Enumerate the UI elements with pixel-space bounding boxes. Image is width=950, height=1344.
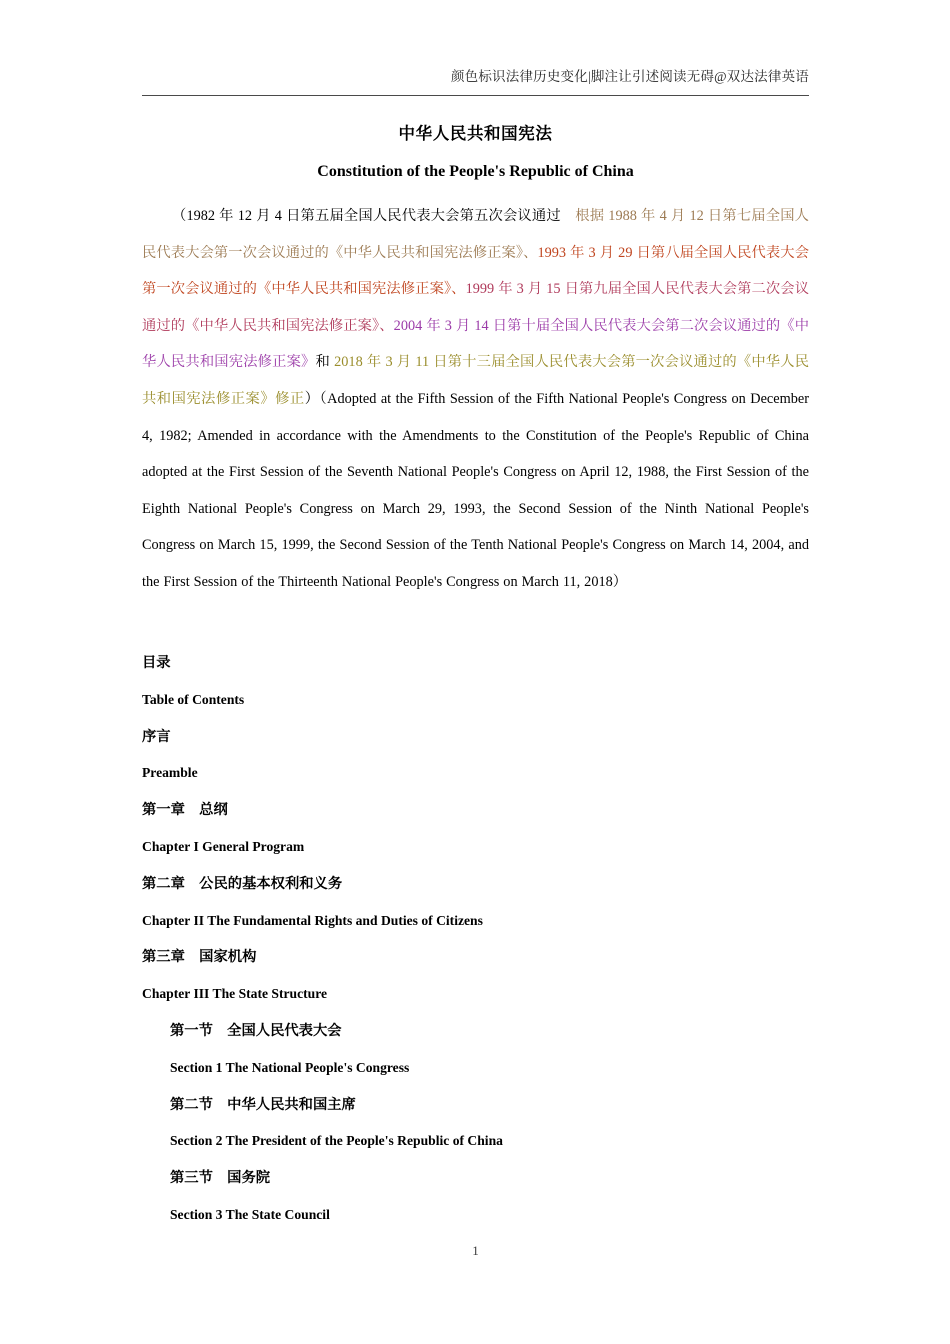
- toc-section-2-en[interactable]: Section 2 The President of the People's Republic of China: [170, 1133, 503, 1149]
- toc-section-1-en[interactable]: Section 1 The National People's Congress: [170, 1059, 410, 1075]
- preamble-segment-amendment-1993: 1993 年 3 月 29 日第八届全国人民代表大会第一次会议通过的《中华人民共和国宪法修正案》、: [142, 244, 809, 298]
- preamble-segment-amendment-2004: 2004 年 3 月 14 日第十届全国人民代表大会第二次会议通过的《中华人民共和国宪法修正案》: [142, 317, 809, 371]
- toc-chapter-3-en[interactable]: Chapter III The State Structure: [142, 986, 328, 1002]
- toc-section-3-en[interactable]: Section 3 The State Council: [170, 1206, 330, 1222]
- toc-section-3-cn[interactable]: 第三节 国务院: [170, 1170, 271, 1187]
- page-header: [142, 68, 809, 96]
- toc-chapter-1-en[interactable]: Chapter I General Program: [142, 838, 305, 854]
- toc-heading-cn[interactable]: 目录: [142, 655, 171, 671]
- toc-section-2-cn[interactable]: 第二节 中华人民共和国主席: [170, 1096, 356, 1113]
- page-number: 1: [472, 1243, 479, 1258]
- preamble-segment-amendment-2018: 2018 年 3 月 11 日第十三届全国人民代表大会第一次会议通过的《中华人民共和国宪法修正案》修正: [142, 354, 809, 407]
- toc-chapter-2-en[interactable]: Chapter II The Fundamental Rights and Duties of Citizens: [142, 912, 483, 928]
- preamble-segment-english-adoption-note: ）（Adopted at the Fifth Session of the Fifth National People's Congress on December 4, 1982; Amended in accordance with the Amendments to the Constitution of the People's Republic of China adopted at the First Session of the Seventh National People's Congress on April 12, 1988, the First Session of the Eighth National People's Congress on March 29, 1993, the Second Session of the Ninth National People's Congress on March 15, 1999, the Second Session of the Tenth National People's Congress on March 14, 2004, and the First Session of the Thirteenth National People's Congress on March 11, 2018）: [142, 390, 809, 590]
- preamble-segment-conjunction-he: 和: [315, 354, 335, 371]
- preamble-segment-amendment-1999: 1999 年 3 月 15 日第九届全国人民代表大会第二次会议通过的《中华人民共和国宪法修正案》、: [142, 281, 809, 334]
- toc-chapter-3-cn[interactable]: 第三章 国家机构: [142, 949, 257, 966]
- toc-section-1-cn[interactable]: 第一节 全国人民代表大会: [170, 1022, 342, 1039]
- toc-chapter-1-cn[interactable]: 第一章 总纲: [142, 802, 228, 819]
- page-title-english: Constitution of the People's Republic of China: [317, 163, 634, 180]
- table-of-contents: [142, 645, 809, 1234]
- toc-preamble-en[interactable]: Preamble: [142, 765, 198, 781]
- adoption-note-paragraph: [142, 198, 809, 601]
- toc-preamble-cn[interactable]: 序言: [142, 728, 171, 745]
- header-watermark-text: 颜色标识法律历史变化|脚注让引述阅读无碍@双达法律英语: [450, 69, 809, 84]
- preamble-segment-adopted-1982: （1982 年 12 月 4 日第五届全国人民代表大会第五次会议通过: [172, 208, 576, 224]
- page-title-chinese: 中华人民共和国宪法: [398, 124, 553, 143]
- toc-chapter-2-cn[interactable]: 第二章 公民的基本权利和义务: [142, 875, 343, 892]
- toc-heading-en[interactable]: Table of Contents: [142, 691, 245, 707]
- preamble-segment-amendment-1988: 根据 1988 年 4 月 12 日第七届全国人民代表大会第一次会议通过的《中华人民共和国宪法修正案》、: [142, 208, 809, 261]
- header-divider: [142, 95, 809, 96]
